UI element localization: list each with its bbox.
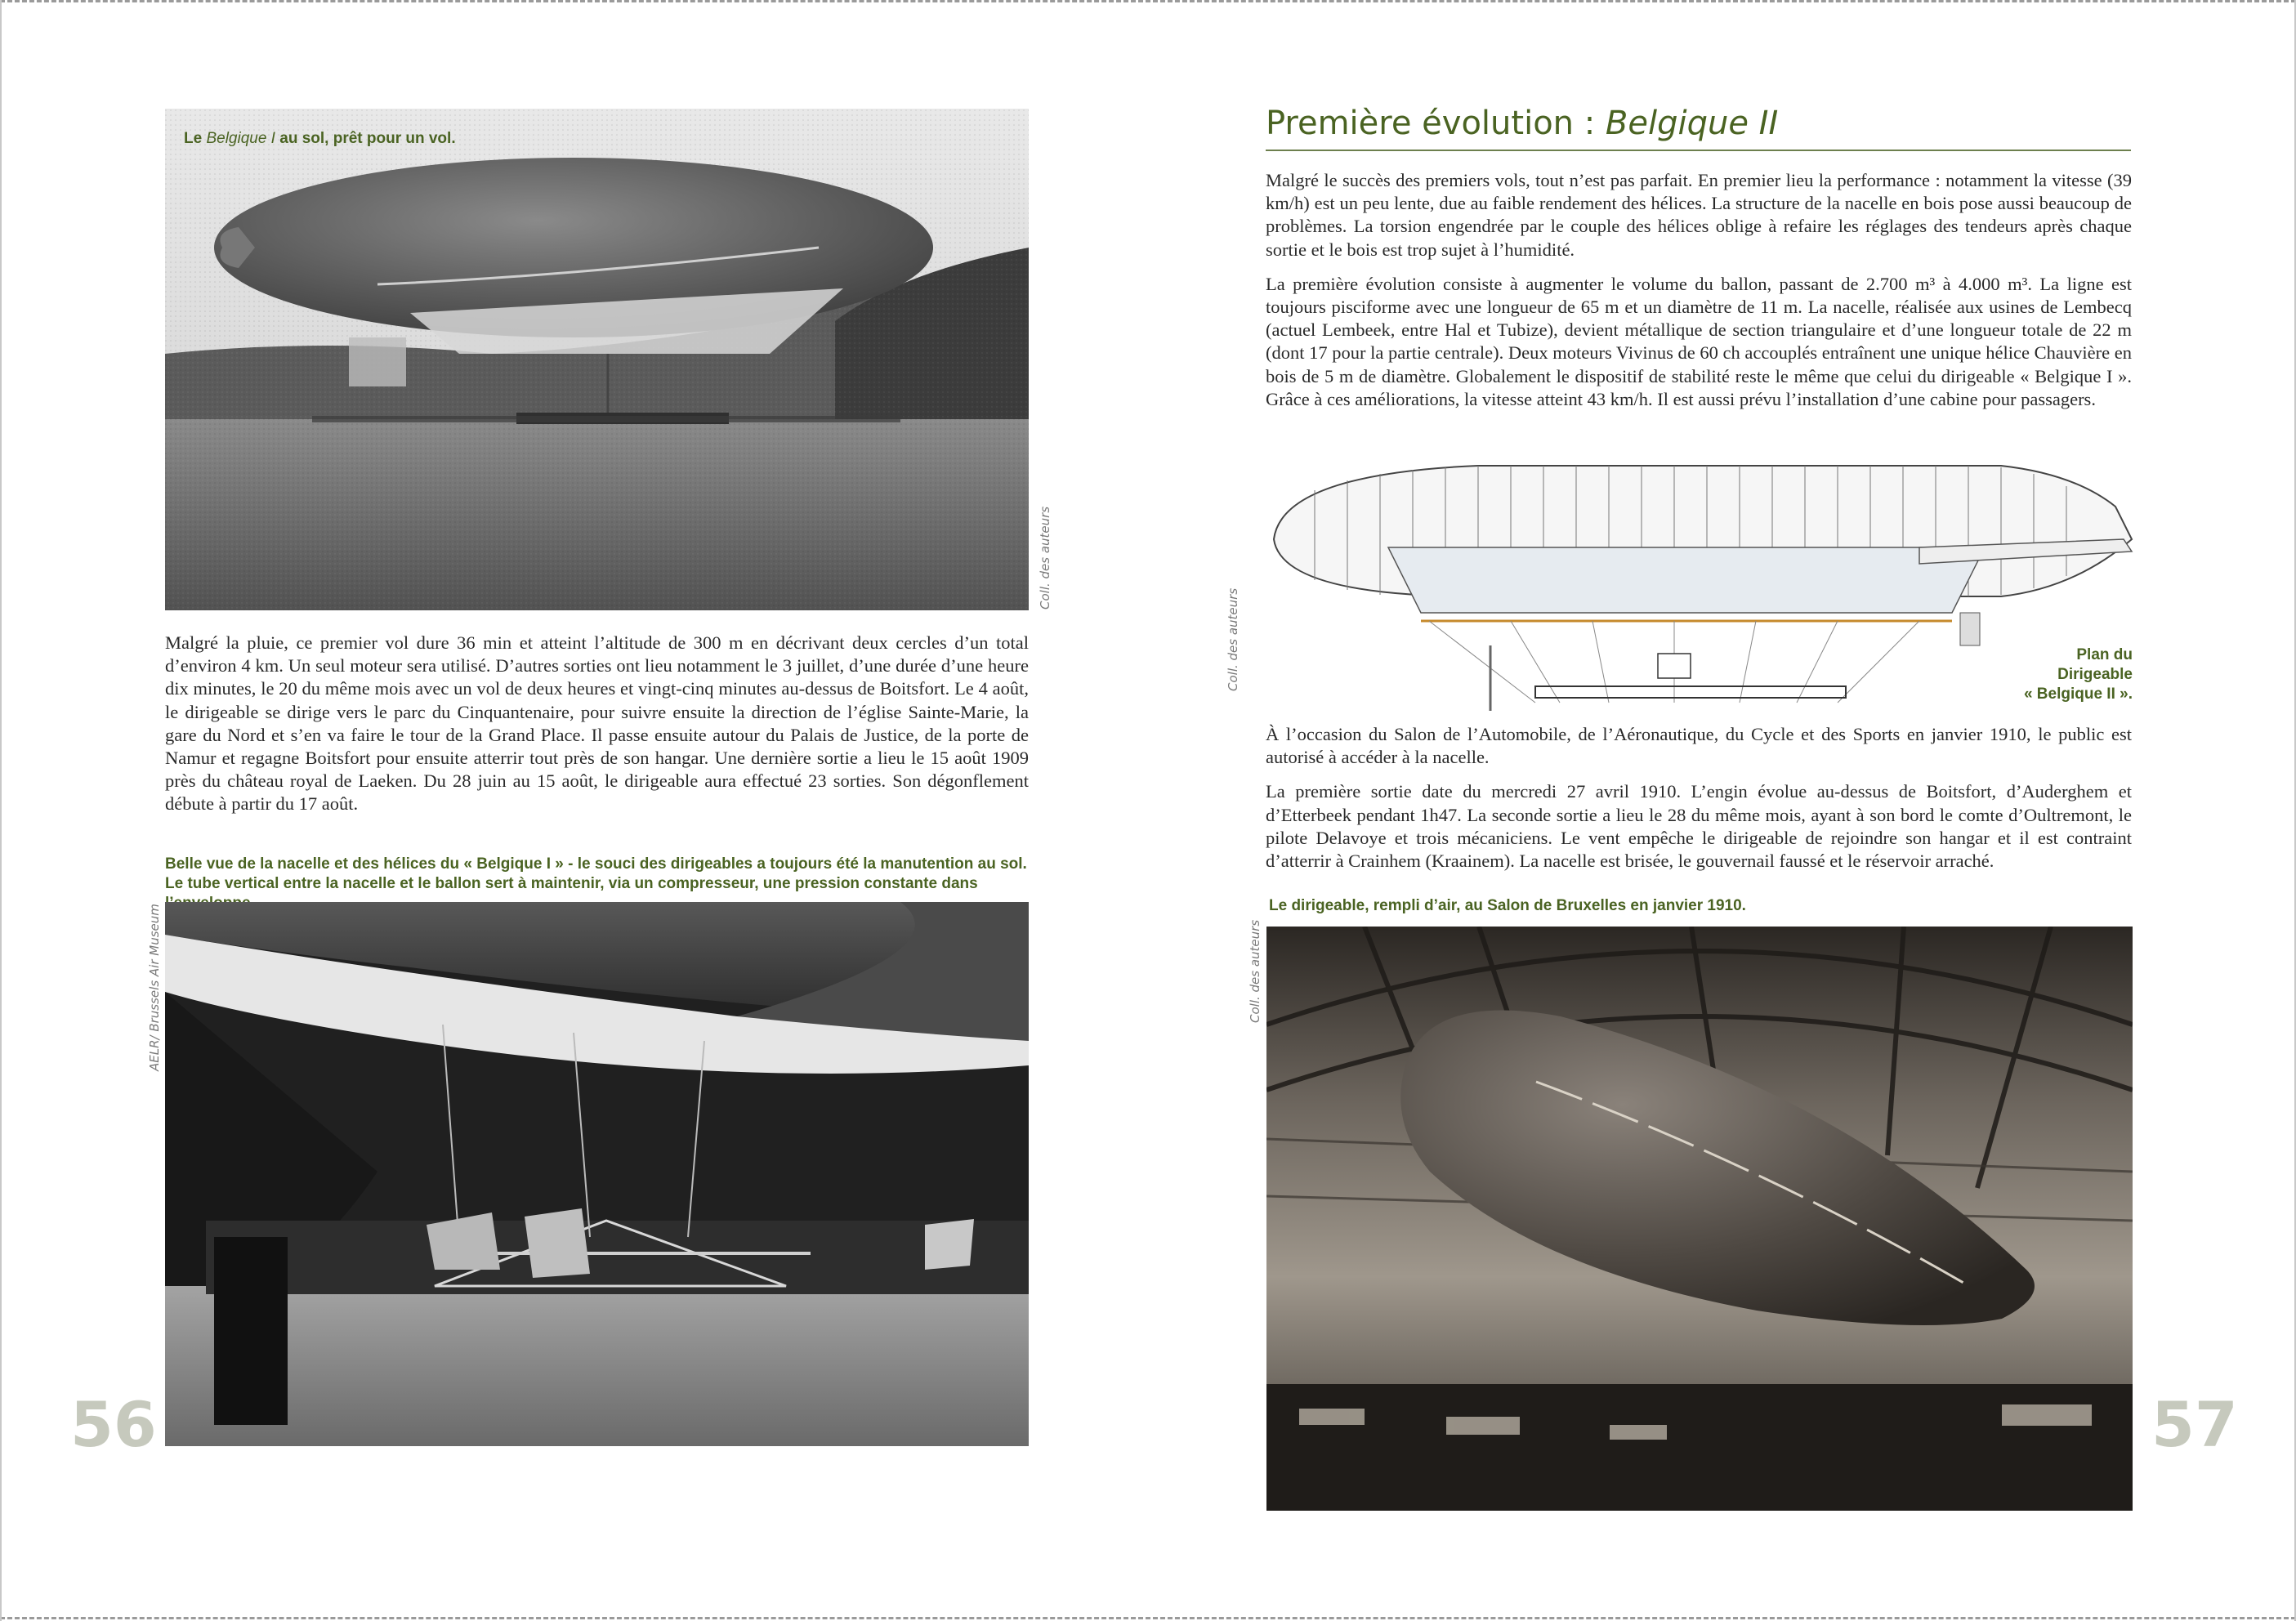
- right-paragraph-3: À l’occasion du Salon de l’Automobile, de l’Aéronautique, du Cycle et des Sports en janvier 1910, le public est autorisé à accéder à la nacelle.: [1266, 724, 2132, 768]
- right-paragraph-1: Malgré le succès des premiers vols, tout n’est pas parfait. En premier lieu la performance : notamment la vitesse (39 km/h) est un peu lente, due au faible rendement des hélices. La structure de la nacelle en bois pose aussi beaucoup de problèmes. La torsion engendrée par le couple des hélices oblige à refaire les réglages des tendeurs après chaque sortie et le bois est trop sujet à l’humidité.: [1266, 170, 2132, 260]
- right-paragraphs-top: [1266, 169, 2132, 422]
- photo-salon-image: [1266, 927, 2133, 1511]
- page-number-56: 56: [70, 1388, 157, 1461]
- photo2-caption-line2: Le tube vertical entre la nacelle et le ballon sert à maintenir, via un compresseur, une pression constante dans: [165, 875, 978, 892]
- section-title-prefix: Première évolution :: [1266, 105, 1606, 142]
- plan-caption: [1936, 645, 2133, 704]
- left-paragraph: [165, 632, 1029, 828]
- left-paragraph-text: Malgré la pluie, ce premier vol dure 36 min et atteint l’altitude de 300 m en décrivant deux cercles d’un total d’environ 4 km. Un seul moteur sera utilisé. D’autres sorties ont lieu notamment le 3 juillet, d’une durée d’une heure dix minutes, le 20 du même mois avec un vol de deux heures et vingt-cinq minutes au-dessus de Boitsfort. Le 4 août, le dirigeable se dirige vers le parc du Cinquantenaire, pour suivre ensuite la direction de l’église Sainte-Marie, la gare du Nord et s’en va faire le tour de la Grand Place. Il passe ensuite autour du Palais de Justice, de la porte de Namur et regagne Boitsfort pour ensuite atterrir tout près de son hangar. Une dernière sortie a lieu le 15 août 1909 près du château royal de Laeken. Du 28 juin au 15 août, le dirigeable aura effectué 23 sorties. Son dégonflement débute à partir du 17 août.: [165, 632, 1029, 815]
- photo1-caption-italic: Belgique I: [206, 130, 275, 147]
- photo-nacelle-image: [165, 902, 1029, 1446]
- plan-credit: Coll. des auteurs: [1226, 587, 1240, 691]
- plan-caption-line2: Dirigeable: [2057, 666, 2133, 683]
- photo1-caption: [184, 129, 838, 149]
- page-number-57: 57: [2151, 1388, 2238, 1461]
- section-title: [1266, 104, 2131, 151]
- photo-belgique-i-image: [165, 109, 1029, 610]
- plan-caption-line1: Plan du: [2076, 646, 2133, 663]
- right-paragraph-4: La première sortie date du mercredi 27 avril 1910. L’engin évolue au-dessus de Boitsfort, d’Auderghem et d’Etterbeek pendant 1h47. La seconde sortie a lieu le 28 du même mois, ayant à son bord le comte d’Oultremont, le pilote Delavoye et trois mécaniciens. Le vent empêche le dirigeable de rejoindre son hangar et il est contraint d’atterrir à Crainhem (Kraainem). La nacelle est brisée, le gouvernail faussé et le réservoir arraché.: [1266, 781, 2132, 872]
- photo-nacelle-and-propellers: [165, 902, 1029, 1446]
- right-paragraphs-bottom: [1266, 723, 2132, 884]
- photo2-caption-line1: Belle vue de la nacelle et des hélices du « Belgique I » - le souci des dirigeables a toujours été la manutention au sol.: [165, 855, 1027, 873]
- plan-caption-line3: « Belgique II ».: [2023, 685, 2133, 703]
- photo1-credit: Coll. des auteurs: [1038, 506, 1052, 610]
- bottom-crop-line: [0, 1617, 2296, 1619]
- section-title-italic: Belgique II: [1605, 105, 1779, 142]
- photo3-credit: Coll. des auteurs: [1248, 919, 1262, 1023]
- top-crop-line: [0, 0, 2296, 2]
- photo-belgique-i-on-ground: [165, 109, 1029, 610]
- left-page-edge: [0, 0, 2, 1621]
- photo-salon-bruxelles-1910: [1266, 927, 2133, 1511]
- photo3-caption: Le dirigeable, rempli d’air, au Salon de Bruxelles en janvier 1910.: [1269, 897, 1746, 914]
- photo1-caption-prefix: Le: [184, 130, 207, 147]
- right-paragraph-2: La première évolution consiste à augmenter le volume du ballon, passant de 2.700 m³ à 4.000 m³. La ligne est toujours pisciforme avec une longueur de 65 m et un diamètre de 11 m. La nacelle, réalisée aux usines de Lembecq (actuel Lembeek, entre Hal et Tubize), devient métallique de section triangulaire et d’une longueur totale de 22 m (dont 17 pour la partie centrale). Deux moteurs Vivinus de 60 ch accouplés entraînent une unique hélice Chauvière en bois de 5 m de diamètre. Globalement le dispositif de stabilité reste le même que celui du dirigeable « Belgique I ». Grâce à ces améliorations, la vitesse atteint 43 km/h. Il est aussi prévu l’installation d’une cabine pour passagers.: [1266, 273, 2132, 409]
- photo2-credit: AELR/ Brussels Air Museum: [147, 904, 162, 1071]
- photo1-caption-suffix: au sol, prêt pour un vol.: [275, 130, 456, 147]
